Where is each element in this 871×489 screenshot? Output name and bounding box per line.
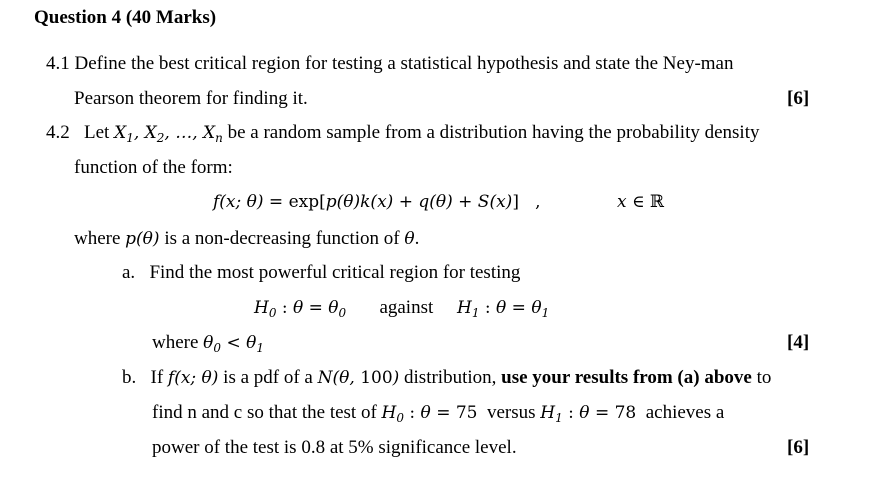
- part-a-line1: [122, 261, 520, 285]
- q42-line1: 4.2 Let $X_1$, $X_2$, …, $X_n$ be a random sample from a distribution having the probability density: [46, 122, 760, 145]
- part-a-text: Find the most powerful critical region for testing: [149, 262, 521, 283]
- part-b-line2: find n and c so that the test of $H_0$ : θ = 75 versus $H_1$ : θ = 78 achieves a: [152, 402, 725, 425]
- part-b-line1: b. If f(x; θ) is a pdf of a N(θ, 100) distribution, use your results from (a) above to: [122, 367, 772, 388]
- density-formula: f(x; θ) = exp[p(θ)k(x) + q(θ) + S(x)] ,: [213, 192, 541, 212]
- part-a-marks: [4]: [787, 332, 810, 353]
- where-prefix: where: [74, 228, 121, 249]
- part-b-line2b: versus: [486, 402, 536, 423]
- q41-number: 4.1: [46, 53, 70, 74]
- q41-text-line1: Define the best critical region for testing a statistical hypothesis and state the Ney-man: [74, 53, 734, 74]
- part-b-text1: If: [150, 367, 164, 388]
- part-b-bold: use your results from (a) above: [501, 367, 752, 388]
- against-text: against: [379, 297, 434, 318]
- q41-line1: [46, 52, 734, 76]
- q42-number: 4.2: [46, 122, 70, 143]
- q41-marks: [6]: [787, 88, 810, 109]
- part-b-line2c: achieves a: [645, 402, 725, 423]
- q42-where-line: where p(θ) is a non-decreasing function of θ.: [74, 228, 420, 249]
- part-b-marks: [6]: [787, 437, 810, 458]
- part-a-where-text: where: [152, 332, 199, 353]
- question-title: Question 4 (40 Marks): [34, 7, 217, 28]
- q42-line2: function of the form:: [74, 157, 233, 178]
- part-b-text3: distribution,: [404, 367, 497, 388]
- hypotheses-line: $H_0$ : $\theta = \theta_0$ against $H_1$ : $\theta = \theta_1$: [254, 297, 550, 320]
- part-b-line2a: find n and c so that the test of: [152, 402, 377, 423]
- domain-formula: x ∈ ℝ: [617, 192, 665, 212]
- sample-expression: $X_1$, $X_2$, …, $X_n$: [114, 123, 223, 145]
- part-a-label: a.: [122, 262, 136, 283]
- part-b-label: b.: [122, 367, 137, 388]
- part-b-line3: power of the test is 0.8 at 5% significance level.: [152, 437, 517, 458]
- where-suffix: is a non-decreasing function of: [164, 228, 400, 249]
- q41-line2: Pearson theorem for finding it.: [74, 88, 308, 109]
- part-b-text4: to: [756, 367, 772, 388]
- part-b-text2: is a pdf of a: [223, 367, 313, 388]
- part-a-where: where $\theta_0 < \theta_1$: [152, 332, 264, 355]
- q42-intro-text: be a random sample from a distribution having the probability density: [227, 122, 760, 143]
